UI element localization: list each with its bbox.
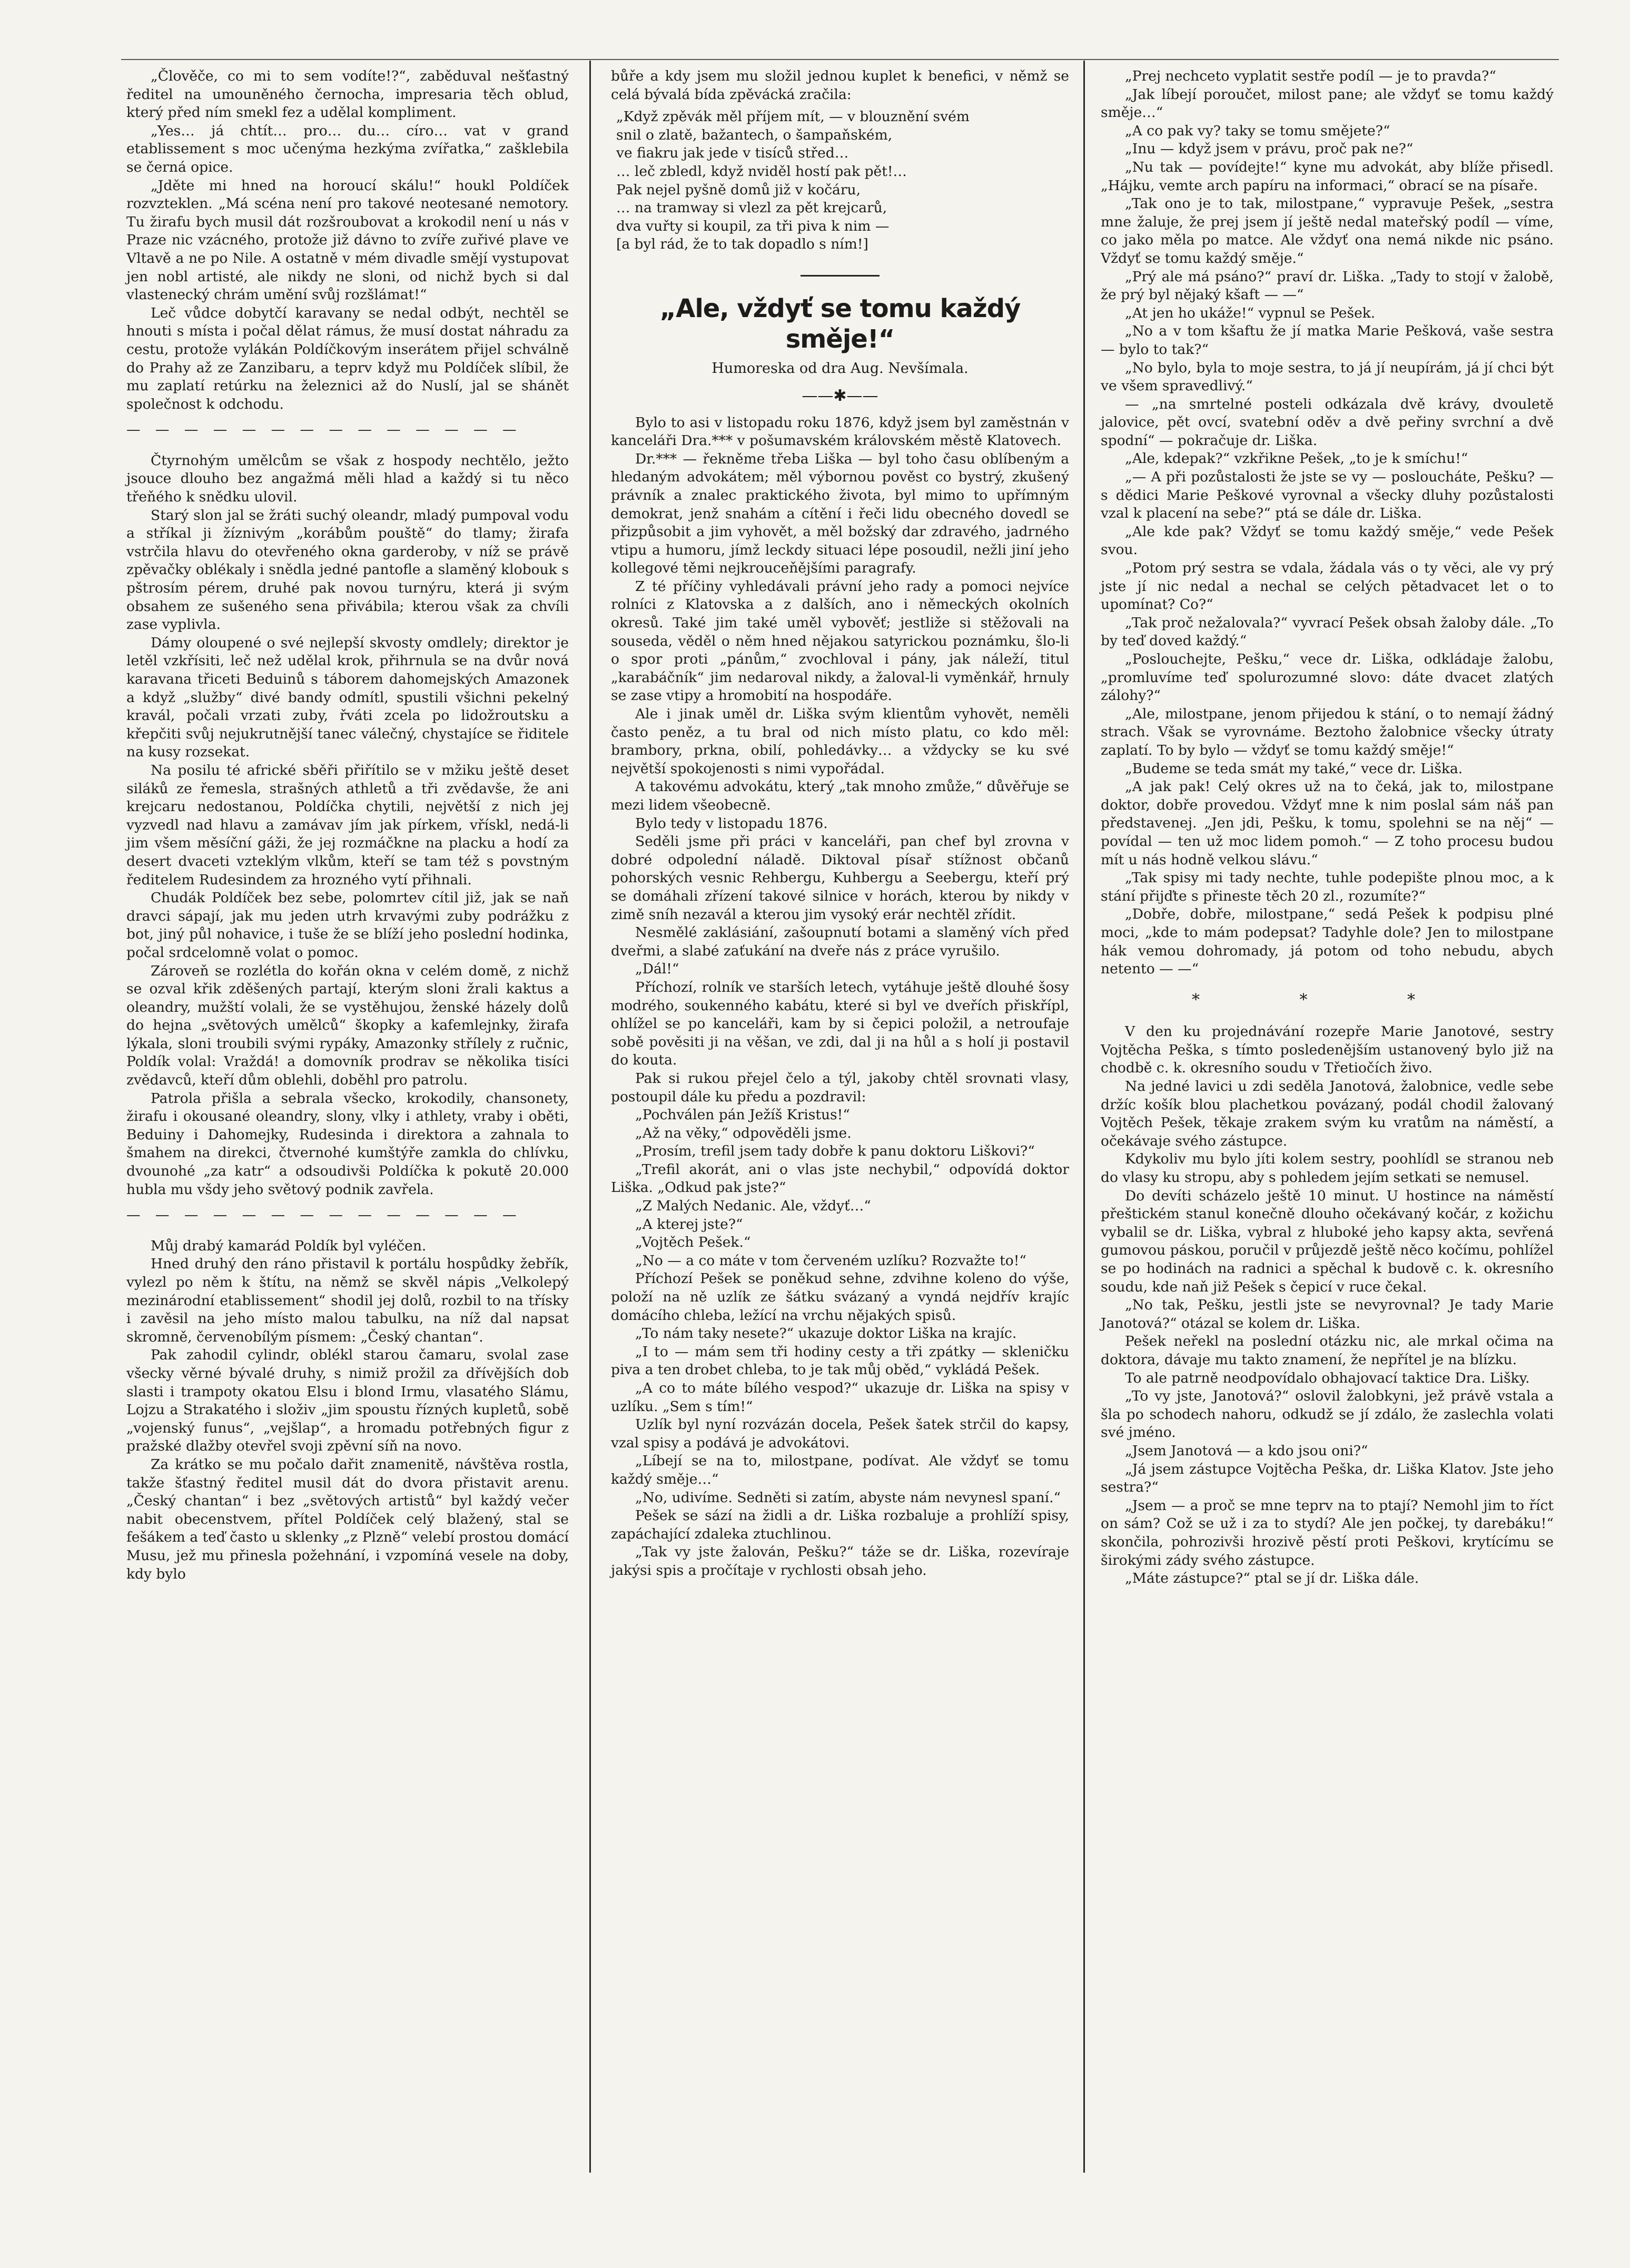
- paragraph: Na jedné lavici u zdi seděla Janotová, žalobnice, vedle sebe držíc košík blou plachetkou povázaný, podál chodil žalovaný Vojtěch Pešek, těkaje zrakem svým ku vratům na náměstí, a očekávaje svého zástupce.: [1101, 1078, 1554, 1149]
- paragraph: Pešek neřekl na poslední otázku nic, ale mrkal očima na doktora, dávaje mu takto znamení, že nepřítel je na blízku.: [1101, 1333, 1554, 1368]
- paragraph: Příchozí Pešek se poněkud sehne, zdvihne koleno do výše, položí na ně uzlík ze šátku svázaný a vyndá nejdřív krajíc domácího chleba, ležící na vrchu nějakých spisů.: [611, 1270, 1069, 1324]
- paragraph: „A co to máte bílého vespod?“ ukazuje dr. Liška na spisy v uzlíku. „Sem s tím!“: [611, 1380, 1069, 1415]
- section-separator: — — — — — — — — — — — — — —: [126, 1207, 522, 1224]
- verse-line: „Když zpěvák měl příjem mít, — v blouznění svém: [616, 109, 970, 125]
- paragraph: Z té příčiny vyhledávali právní jeho rady a pomoci nejvíce rolníci z Klatovska a z dalších, ano i německých okolních okresů. Také jim také uměl vybověť; jestliže si stěžovali na souseda, věděl o něm hned nějakou satyrickou poznámku, šlo-li o spor proti „pánům,“ zvochloval i pány, jak náleží, titul „karabáčník“ jim nedaroval nikdy, a žaloval-li vyměnkář, hrnuly se zase vtipy a hromobití na hospodáře.: [611, 578, 1069, 704]
- verse-line: Pak nejel pyšně domů již v kočáru,: [616, 181, 861, 198]
- paragraph: „No a v tom kšaftu že jí matka Marie Pešková, vaše sestra — bylo to tak?“: [1101, 323, 1554, 358]
- verse-line: … leč zbledl, když nviděl hostí pak pět!…: [616, 163, 907, 180]
- paragraph: „Dál!“: [635, 961, 679, 978]
- paragraph: Hned druhý den ráno přistavil k portálu hospůdky žebřík, vylezl po něm k štítu, na němž se skvěl nápis „Velkolepý mezinárodní etablissement“ shodil jej dolů, rozbil to na třísky i zavěsil na jeho místo malou tabulku, na níž dal napsat skromně, červenobílým písmem: „Český chantan“.: [126, 1256, 569, 1345]
- paragraph: Patrola přišla a sebrala všecko, krokodily, chansonety, žirafu i okousané oleandry, slony, vlky i athlety, vraby i oběti, Beduiny i Dahomejky, Rudesinda i direktora a zahnala to šmahem na direkci, čtvernohé kumštýře zamkla do chlívku, dvounohé „za katr“ a odsoudivši Poldíčka k pokutě 20.000 hubla mu všdy jeho světový podnik zavřela.: [126, 1090, 569, 1198]
- paragraph: „Já jsem zástupce Vojtěcha Peška, dr. Liška Klatov. Jste jeho sestra?“: [1101, 1461, 1554, 1496]
- paragraph: Bylo tedy v listopadu 1876.: [635, 815, 828, 832]
- paragraph: „No, udivíme. Sedněti si zatím, abyste nám nevynesl spaní.“: [635, 1489, 1061, 1506]
- paragraph: — „na smrtelné posteli odkázala dvě krávy, dvouletě jalovice, pět ovcí, svatební oděv a dvě peřiny svrchní a dvě spodní“ — pokračuje dr. Liška.: [1101, 396, 1554, 449]
- verse-line: dva vuřty si koupil, za tři piva k nim —: [616, 218, 890, 234]
- paragraph: Za krátko se mu počalo dařit znamenitě, návštěva rostla, takže šťastný ředitel musil dát do dvora přistavit arenu. „Český chantan“ i bez „světových artistů“ byl každý večer nabit obecenstvem, přítel Poldíček celý blažený, stal se fešákem a teď často u sklenky „z Plzně“ velebí prostou domácí Musu, jež mu přinesla požehnání, i vzpomíná vesele na doby, kdy bylo: [126, 1456, 569, 1582]
- paragraph: „Líbejí se na to, milostpane, podívat. Ale vždyť se tomu každý směje…“: [611, 1453, 1069, 1487]
- paragraph: Čtyrnohým umělcům se však z hospody nechtělo, ježto jsouce dlouho bez angažmá měli hlad a každý si tu něco třeňého k snědku ulovil.: [126, 452, 569, 506]
- paragraph: V den ku projednávání rozepře Marie Janotové, sestry Vojtěcha Peška, s tímto posledenějším ustanovený bylo již na chodbě c. k. okresního soudu v Třetiočích živo.: [1101, 1023, 1554, 1077]
- paragraph: Pak zahodil cylindr, oblékl starou čamaru, svolal zase všecky věrné bývalé druhy, s nimiž prožil za dřívějších dob slasti i trampoty okatou Elsu i blond Irmu, vlasatého Slámu, Lojzu a Strakatého i složiv „jim spoustu řízných kupletů, sobě „vojenský funus“, „vejšlap“, a hromadu potřebných figur z pražské dlažby otevřel svoji zpěvní síň na novo.: [126, 1347, 569, 1455]
- paragraph: Příchozí, rolník ve starších letech, vytáhuje ještě dlouhé šosy modrého, soukenného kabátu, které si byl ve dveřích přiskřípl, ohlížel se po kanceláři, kam by si čepici položil, a netroufaje sobě pověsiti ji na věšan, ve zdi, dal ji na hůl a s holí ji postavil do kouta.: [611, 979, 1069, 1069]
- paragraph: „Ale kde pak? Vždyť se tomu každý směje,“ vede Pešek svou.: [1101, 523, 1554, 558]
- title-rule: [801, 275, 880, 277]
- paragraph: Bylo to asi v listopadu roku 1876, když jsem byl zaměstnán v kanceláři Dra.*** v pošumavském královském městě Klatovech.: [611, 414, 1069, 449]
- paragraph: Nesmělé zaklásiání, zašoupnutí botami a slaměný vích před dveřmi, a slabé zaťukání na dveře nás z práce vyrušilo.: [611, 924, 1069, 959]
- verse-line: ve fiakru jak jede v tisíců střed…: [616, 145, 849, 162]
- paragraph: „Z Malých Nedanic. Ale, vždyť…“: [635, 1198, 871, 1215]
- paragraph: Ale i jinak uměl dr. Liška svým klientům vyhovět, neměli často peněz, a tu bral od nich místo platu, co kdo měl: brambory, prkna, obilí, pohledávky… a vždycky se ku své největší spokojenosti s nimi vypořádal.: [611, 706, 1069, 777]
- section-separator: — — — — — — — — — — — — — —: [126, 421, 522, 438]
- paragraph: Uzlík byl nyní rozvázán docela, Pešek šatek strčil do kapsy, vzal spisy a podává je advokátovi.: [611, 1416, 1069, 1451]
- paragraph: „Vojtěch Pešek.“: [635, 1234, 751, 1251]
- paragraph: „Potom prý sestra se vdala, žádala vás o ty věci, ale vy prý jste jí nic nedal a nechal se celých pětadvacet let o to upomínat? Co?“: [1101, 560, 1554, 613]
- paragraph: Dr.*** — řekněme třeba Liška — byl toho času oblíbeným a hledaným advokátem; měl výbornou pověst co bystrý, zkušený právník a znalec praktického života, byl mimo to upřímným demokrat, jenž snahám a cítění i řeči lidu obecného dovedl se přizpůsobit a jim vyhovět, a měl božský dar zdravého, jadrného vtipu a humoru, jímž leckdy situaci lépe posoudil, nežli jiní jeho kollegové těmi nejkrouceňějšími paragrafy.: [611, 450, 1069, 577]
- paragraph: „Tak proč nežalovala?“ vyvrací Pešek obsah žaloby dále. „To by teď doved každý.“: [1101, 614, 1554, 649]
- paragraph: Seděli jsme při práci v kanceláři, pan chef byl zrovna v dobré odpolední náladě. Diktoval písař stížnost občanů pohorských vesnic Rehbergu, Kuhbergu a Seebergu, kteří prý se domáhali zřízení takové silnice v horách, kterou by nikdy v zimě sníh nezavál a kterou jim vysoký erár nechtěl zřídit.: [611, 833, 1069, 923]
- paragraph: „A jak pak! Celý okres už na to čeká, jak to, milostpane doktor, dobře provedou. Vždyť mne k nim poslal sám náš pan představenej. „Jen jdi, Pešku, k tomu, spolehni se na něj“ — povídal — ten už moc lidem pomoh.“ — Z toho procesu budou mít u nás hodně velkou slávu.“: [1101, 778, 1554, 868]
- paragraph: Pak si rukou přejel čelo a týl, jakoby chtěl srovnati vlasy, postoupil dále ku předu a pozdravil:: [611, 1070, 1069, 1105]
- paragraph: „Tak vy jste žalován, Pešku?“ táže se dr. Liška, rozevíraje jakýsi spis a pročítaje v rychlosti obsah jeho.: [611, 1544, 1069, 1579]
- column-3: [1101, 67, 1554, 1588]
- article-byline: Humoreska od dra Aug. Nevšímala.: [712, 360, 969, 377]
- paragraph: A takovému advokátu, který „tak mnoho zmůže,“ důvěřuje se mezi lidem všeobecně.: [611, 778, 1069, 813]
- paragraph: „Trefil akorát, ani o vlas jste nechybil,“ odpovídá doktor Liška. „Odkud pak jste?“: [611, 1161, 1069, 1196]
- paragraph: Starý slon jal se žráti suchý oleandr, mladý pumpoval vodu a stříkal ji žíznivým „korábům pouště“ do tlamy; žirafa vstrčila hlavu do otevřeného okna garderoby, v níž se právě zpěvačky oblékaly i snědla jedné pantofle a slaměný klobouk s pštrosím pérem, druhé pak novou turnýru, která ji svým obsahem ze sušeného sena přivábila; kterou však za chvíli zase vyplivla.: [126, 507, 569, 633]
- top-border: [121, 59, 1559, 60]
- paragraph: „Budeme se teda smát my také,“ vece dr. Liška.: [1125, 760, 1463, 777]
- paragraph: Do devíti scházelo ještě 10 minut. U hostince na náměstí přeštickém stanul konečně dlouho očekávaný kočár, z kožichu vybalil se dr. Liška, vybral z hluboké jeho kapsy akta, sevřená gumovou páskou, poručil v průjezdě ještě něco kočímu, pohlížel se po hodinách na radnici a spěchal k budově c. k. okresního soudu, kde naň již Pešek s čepicí v ruce čekal.: [1101, 1187, 1554, 1295]
- paragraph: „At jen ho ukáže!“ vypnul se Pešek.: [1125, 304, 1376, 321]
- paragraph: „Člověče, co mi to sem vodíte!?“, zaběduval nešťastný ředitel na umouněného černocha, impresaria těch oblud, který před ním smekl fez a udělal kompliment.: [126, 68, 569, 121]
- paragraph: „Tak ono je to tak, milostpane,“ vypravuje Pešek, „sestra mne žaluje, že prej jsem jí ještě nedal mateřský podíl — víme, co jako měla po matce. Ale vždyť ona nemá nikde nic psáno. Vždyť se tomu každý směje.“: [1101, 195, 1554, 267]
- paragraph: „To vy jste, Janotová?“ oslovil žalobkyni, jež právě vstala a šla po schodech nahoru, odkudž se jí zdálo, že zaslechla volati své jméno.: [1101, 1388, 1554, 1441]
- paragraph: Pešek se sází na židli a dr. Liška rozbaluje a prohlíží spisy, zapáchající zdaleka ztuchlinou.: [611, 1507, 1069, 1542]
- paragraph: Leč vůdce dobytčí karavany se nedal odbýt, nechtěl se hnouti s místa i počal dělat rámus, že musí dostat náhradu za cestu, protože vylákán Poldíčkovým inserátem přijel schválně do Prahy až ze Zanzibaru, a teprv když mu Poldíček slíbil, že mu zaplatí retúrku na železnici až do Nuslí, jal se shánět společnost k odchodu.: [126, 304, 569, 412]
- paragraph: „Jak líbejí poroučet, milost pane; ale vždyť se tomu každý směje…“: [1101, 86, 1554, 121]
- paragraph: „No — a co máte v tom červeném uzlíku? Rozvažte to!“: [635, 1252, 1026, 1269]
- verse-block: [611, 108, 1069, 254]
- paragraph: „No bylo, byla to moje sestra, to já jí neupírám, já jí chci být ve všem spravedlivý.“: [1101, 359, 1554, 395]
- paragraph: „Jsem Janotová — a kdo jsou oni?“: [1125, 1442, 1368, 1459]
- column-1: [126, 67, 569, 1583]
- paragraph: „Inu — když jsem v právu, proč pak ne?“: [1125, 141, 1414, 157]
- column-2: [611, 67, 1069, 1580]
- paragraph: To ale patrně neodpovídalo obhajovací taktice Dra. Lišky.: [1125, 1369, 1530, 1386]
- paragraph: Na posilu té africké sběři přiřítilo se v mžiku ještě deset siláků ze řemesla, strašných athletů a tři zvědavše, že ani krejcaru nedostanou, Poldíčka chytili, největší z nich jej vyzvedl nad hlavu a zamávav jím jak pírkem, vřískl, nedá-li jim všem měsíční gáži, že jej rozmáčkne na placku a hodí za desert dvaceti vzteklým vlkům, kteří se tam též s povstným ředitelem Rudesindem za hrozného vytí přihnali.: [126, 762, 569, 888]
- paragraph: „Jděte mi hned na horoucí skálu!“ houkl Poldíček rozvzteklen. „Má scéna není pro takové neotesané nemotory. Tu žirafu bych musil dát rozšroubovat a krokodil není u nás v Praze nic vzácného, protože již dávno to zvíře zuřivé plave ve Vltavě a ne po Nile. A ostatně v mém divadle smějí vystupovat jen nobl artisté, ale nikdy ne sloni, od nichž bych si dal vlastenecký chrám umění svůj rozšlámat!“: [126, 177, 569, 303]
- ornament: ——✱——: [802, 386, 878, 405]
- paragraph: „Tak spisy mi tady nechte, tuhle podepište plnou moc, a k stání přijďte s přineste těch 20 zl., rozumíte?“: [1101, 870, 1554, 904]
- paragraph: „I to — mám sem tři hodiny cesty a tři zpátky — skleničku piva a ten drobet chleba, to je tak můj oběd,“ vykládá Pešek.: [611, 1343, 1069, 1378]
- paragraph: Kdykoliv mu bylo jíti kolem sestry, poohlídl se stranou neb do vlasy ku stropu, aby s pohledem jejím setkati se nemusel.: [1101, 1151, 1554, 1186]
- paragraph: „Nu tak — povídejte!“ kyne mu advokát, aby blíže přisedl. „Hájku, vemte arch papíru na informaci,“ obrací se na písaře.: [1101, 159, 1554, 194]
- paragraph: „A co pak vy? taky se tomu smějete?“: [1125, 122, 1390, 139]
- paragraph: Dámy oloupené o své nejlepší skvosty omdlely; direktor je letěl vzkřísiti, leč než udělal krok, přihrnula se na dvůr nová karavana třiceti Beduinů s táborem dahomejských Amazonek a když „služby“ divé bandy odmítl, spustili všichni pekelný kravál, počali vrzati zuby, řváti zcela po lidožroutsku a křepčiti svůj nejukrutnější tanec válečný, chystajíce se řiditele na kusy rozsekat.: [126, 634, 569, 761]
- paragraph: Zároveň se rozlétla do kořán okna v celém domě, z nichž se ozval křik zděšených partají, kterým sloni žrali kaktus a oleandry, mužští volali, že se vystěhujou, ženské házely dolů do hejna „světových umělců“ škopky a kafemlejnky, žirafa lýkala, sloni troubili svými rypáky, Amazonky střílely z ručnic, Poldík volal: Vraždá! a domovník prodrav se několika tisíci zvědavců, kteří dům oblehli, doběhl pro patrolu.: [126, 962, 569, 1089]
- paragraph: „No tak, Pešku, jestli jste se nevyrovnal? Je tady Marie Janotová?“ otázal se kolem dr. Liška.: [1101, 1297, 1554, 1332]
- paragraph: „Prej nechceto vyplatit sestře podíl — je to pravda?“: [1125, 68, 1496, 84]
- paragraph: Chudák Poldíček bez sebe, polomrtev cítil již, jak se naň dravci sápají, jak mu jeden utrh krvavými zuby podrážku z bot, jiný půl nohavice, i tuše že se blíží jeho poslední hodinka, počal srdcelomně volat o pomoc.: [126, 890, 569, 961]
- paragraph: „To nám taky nesete?“ ukazuje doktor Liška na krajíc.: [635, 1325, 1017, 1342]
- paragraph: „Yes… já chtít… pro… du… círo… vat v grand etablissement s moc učenýma hezkýma zvířatka,“ zašklebila se černá opice.: [126, 122, 569, 175]
- section-stars: * * *: [1191, 990, 1463, 1009]
- verse-line: [a byl rád, že to tak dopadlo s ním!]: [616, 236, 868, 253]
- paragraph: „— A při pozůstalosti že jste se vy — posloucháte, Pešku? — s dědici Marie Peškové vyrovnal a všecky dluhy pozůstalosti vzal k placení na sebe?“ ptá se dále dr. Liška.: [1101, 469, 1554, 522]
- paragraph: „Ale, kdepak?“ vzkřikne Pešek, „to je k smíchu!“: [1125, 450, 1468, 467]
- verse-line: … na tramway si vlezl za pět krejcarů,: [616, 200, 887, 216]
- paragraph: „Dobře, dobře, milostpane,“ sedá Pešek k podpisu plné moci, „kde to mám podepsat? Tadyhle dole? Jen to milostpane hák vemou dohromady, já potom od toho nebudu, abych netento — —“: [1101, 906, 1554, 978]
- paragraph: „Prosím, trefil jsem tady dobře k panu doktoru Liškovi?“: [635, 1143, 1035, 1160]
- paragraph: „Máte zástupce?“ ptal se jí dr. Liška dále.: [1125, 1570, 1419, 1587]
- paragraph: „Ale, milostpane, jenom přijedou k stání, o to nemají žádný strach. Však se vyrovnáme. Beztoho žalobnice všecky útraty zaplatí. To by bylo — vždyť se tomu každý směje!“: [1101, 705, 1554, 758]
- column-rule-left: [589, 61, 591, 2173]
- paragraph: „Jsem — a proč se mne teprv na to ptají? Nemohl jim to říct on sám? Což se už i za to stydí? Ale jen počkej, ty darebáku!“ skončila, pohrozivši hrozivě pěstí proti Peškovi, krytícímu se širokými zády svého zástupce.: [1101, 1497, 1554, 1569]
- paragraph: „A kterej jste?“: [635, 1216, 743, 1232]
- column-rule-right: [1083, 61, 1085, 2173]
- paragraph: Můj drabý kamarád Poldík byl vyléčen.: [151, 1237, 427, 1254]
- paragraph: „Až na věky,“ odpověděli jsme.: [635, 1125, 852, 1141]
- paragraph: bůře a kdy jsem mu složil jednou kuplet k benefici, v němž se celá bývalá bída zpěvácká zračila:: [611, 68, 1069, 103]
- article-title: „Ale, vždyť se tomu každý směje!“: [659, 293, 1021, 354]
- paragraph: „Poslouchejte, Pešku,“ vece dr. Liška, odkládaje žalobu, „promluvíme teď spolurozumné slovo: dáte dvacet zlatých zálohy?“: [1101, 651, 1554, 704]
- paragraph: „Pochválen pán Ježíš Kristus!“: [635, 1107, 850, 1123]
- verse-line: snil o zlatě, bažantech, o šampaňském,: [616, 126, 893, 143]
- paragraph: „Prý ale má psáno?“ praví dr. Liška. „Tady to stojí v žalobě, že prý byl nějaký kšaft — —“: [1101, 268, 1554, 303]
